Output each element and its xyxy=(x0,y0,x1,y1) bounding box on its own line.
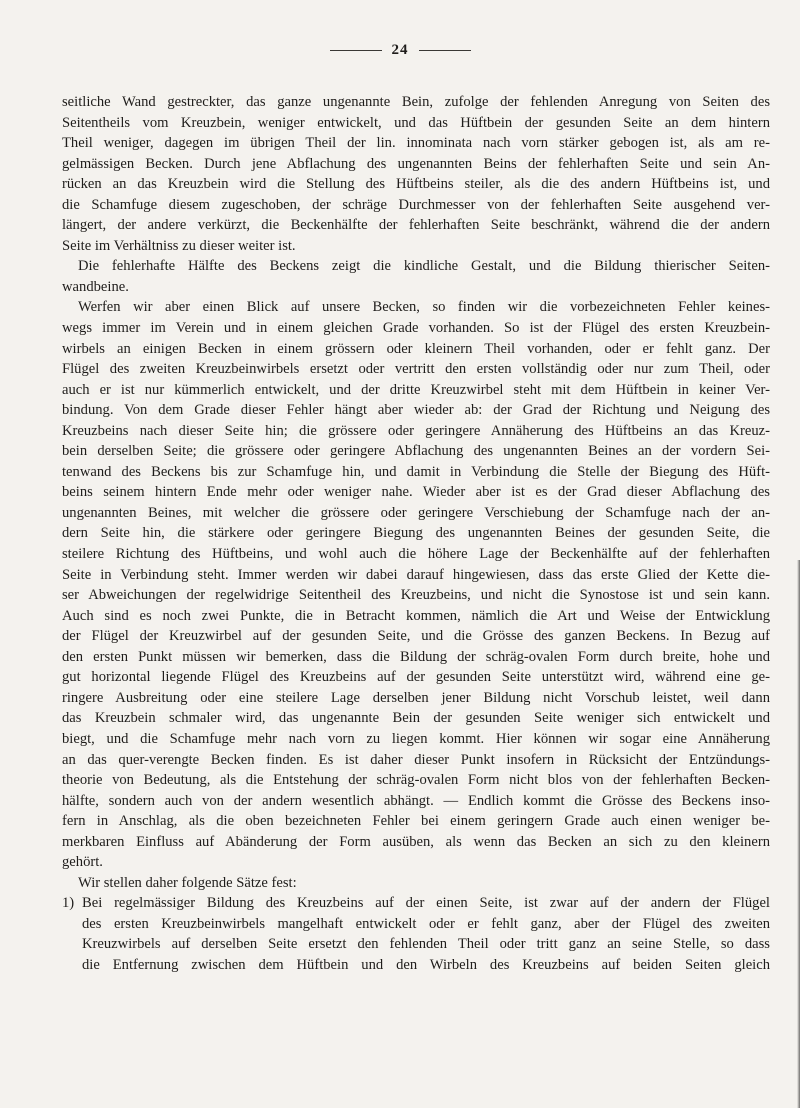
text-line: theorie von Bedeutung, als die Entstehung der schräg-ovalen Form nicht blos von der fehlerhaften Becken- xyxy=(62,772,770,789)
text-line: hälfte, sondern auch von der andern wesentlich abhängt. — Endlich kommt die Grösse des Beckens inso- xyxy=(62,792,770,809)
page-header xyxy=(0,42,800,59)
text-line: Flügel des zweiten Kreuzbeinwirbels ersetzt oder vertritt den ersten vollständig oder nur zum Theil, oder xyxy=(62,361,770,378)
header-rule-right xyxy=(419,50,471,51)
text-line: Theil weniger, dagegen im übrigen Theil der lin. innominata nach vorn stärker gebogen ist, als am re- xyxy=(62,135,770,152)
text-line: bindung. Von dem Grade dieser Fehler hängt aber wieder ab: der Grad der Richtung und Neigung des xyxy=(62,402,770,419)
list-marker: 1) xyxy=(62,895,75,912)
text-line: die Entfernung zwischen dem Hüftbein und den Wirbeln des Kreuzbeins auf beiden Seiten gleich xyxy=(82,956,770,973)
text-line: Wir stellen daher folgende Sätze fest: xyxy=(78,874,297,891)
text-line: Werfen wir aber einen Blick auf unsere Becken, so finden wir die vorbezeichneten Fehler keines- xyxy=(78,299,770,316)
text-line: bein derselben Seite; die grössere oder geringere Abflachung des ungenannten Beines an der vordern Sei- xyxy=(62,443,770,460)
text-line: das Kreuzbein schmaler wird, das ungenannte Bein der gesunden Seite weniger sich entwickelt und xyxy=(62,710,770,727)
text-line: wirbels an einigen Becken in einem grössern oder kleinern Theil vorhanden, oder er fehlt ganz. Der xyxy=(62,340,770,357)
text-line: Kreuzbeins nach dieser Seite hin; die grössere oder geringere Annäherung des Hüftbeins an das Kreuz- xyxy=(62,422,770,439)
body-text xyxy=(62,92,770,976)
text-line: der Flügel der Kreuzwirbel auf der gesunden Seite, und die Grösse des ganzen Beckens. In Bezug auf xyxy=(62,628,770,645)
text-line: Auch sind es noch zwei Punkte, die in Betracht kommen, nämlich die Art und Weise der Entwicklung xyxy=(62,607,770,624)
text-line: wegs immer im Verein und in einem gleichen Grade vorhanden. So ist der Flügel des ersten Kreuzbein- xyxy=(62,320,770,337)
list-item xyxy=(62,893,770,975)
text-line: den ersten Punkt müssen wir bemerken, dass die Bildung der schräg-ovalen Form durch breite, hohe und xyxy=(62,648,770,665)
text-line: merkbaren Einfluss auf Abänderung der Form ausüben, als wenn das Becken an sich zu den kleinern xyxy=(62,833,770,850)
text-line: ser Abweichungen der regelwidrige Seitentheil des Kreuzbeins, und nicht die Synostose ist und sein kann. xyxy=(62,587,770,604)
text-line: gelmässigen Becken. Durch jene Abflachung des ungenannten Beins der fehlerhaften Seite und sein An- xyxy=(62,155,770,172)
text-line: Bei regelmässiger Bildung des Kreuzbeins auf der einen Seite, ist zwar auf der andern der Flügel xyxy=(82,895,770,912)
text-line: gut horizontal liegende Flügel des Kreuzbeins auf der gesunden Seite unterstützt wird, während eine ge- xyxy=(62,669,770,686)
text-line: des ersten Kreuzbeinwirbels mangelhaft entwickelt oder er fehlt ganz, aber der Flügel des zweiten xyxy=(82,915,770,932)
header-rule-left xyxy=(330,50,382,51)
text-line: gehört. xyxy=(62,854,103,871)
text-line: Die fehlerhafte Hälfte des Beckens zeigt die kindliche Gestalt, und die Bildung thierischer Seiten- xyxy=(78,258,770,275)
text-line: rücken an das Kreuzbein wird die Stellung des Hüftbeins steiler, als die des andern Hüftbeins ist, und xyxy=(62,176,770,193)
text-line: biegt, und die Schamfuge mehr nach vorn zu liegen kommt. Hier können wir sogar eine Annäherung xyxy=(62,730,770,747)
text-line: beins seinem hintern Ende mehr oder weniger nahe. Wieder aber ist es der Grad dieser Abflachung des xyxy=(62,484,770,501)
text-line: Seite in Verbindung steht. Immer werden wir dabei darauf hingewiesen, dass das erste Glied der Kette die- xyxy=(62,566,770,583)
paragraph xyxy=(62,256,770,297)
text-line: an das quer-verengte Becken finden. Es ist daher dieser Punkt insofern in Rücksicht der Entzündungs- xyxy=(62,751,770,768)
text-line: Kreuzwirbels auf derselben Seite ersetzt den fehlenden Theil oder tritt ganz an seine Stelle, so dass xyxy=(82,936,770,953)
text-line: ringere Ausbreitung oder eine steilere Lage derselben jener Bildung nicht Vorschub leistet, weil dann xyxy=(62,689,770,706)
text-line: steilere Richtung des Hüftbeins, und wohl auch die höhere Lage der Beckenhälfte auf der fehlerhaften xyxy=(62,546,770,563)
page-number: 24 xyxy=(391,42,409,58)
text-line: die Schamfuge diesem zugeschoben, der schräge Durchmesser von der fehlerhaften Seite ausgehend ver- xyxy=(62,196,770,213)
text-line: wandbeine. xyxy=(62,278,129,295)
paragraph xyxy=(62,92,770,256)
text-line: Seitentheils vom Kreuzbein, weniger entwickelt, und das Hüftbein der gesunden Seite an dem hintern xyxy=(62,114,770,131)
text-line: auch er ist nur kümmerlich entwickelt, und der dritte Kreuzwirbel steht mit dem Hüftbein in keiner Ver- xyxy=(62,381,770,398)
paragraph xyxy=(62,297,770,872)
text-line: dern Seite hin, die stärkere oder geringere Biegung des ungenannten Beines der gesunden Seite, die xyxy=(62,525,770,542)
text-line: ungenannten Beines, mit welcher die grössere oder geringere Verschiebung der Schamfuge nach der an- xyxy=(62,504,770,521)
text-line: längert, der andere verkürzt, die Beckenhälfte der fehlerhaften Seite beschränkt, während die der andern xyxy=(62,217,770,234)
text-line: seitliche Wand gestreckter, das ganze ungenannte Bein, zufolge der fehlenden Anregung von Seiten des xyxy=(62,94,770,110)
text-line: fern in Anschlag, als die oben bezeichneten Fehler bei einem geringern Grade auch einen weniger be- xyxy=(62,813,770,830)
paragraph xyxy=(62,873,770,894)
text-line: tenwand des Beckens bis zur Schamfuge hin, und damit in Verbindung die Stelle der Biegung des Hüft- xyxy=(62,463,770,480)
text-line: Seite im Verhältniss zu dieser weiter ist. xyxy=(62,237,296,254)
